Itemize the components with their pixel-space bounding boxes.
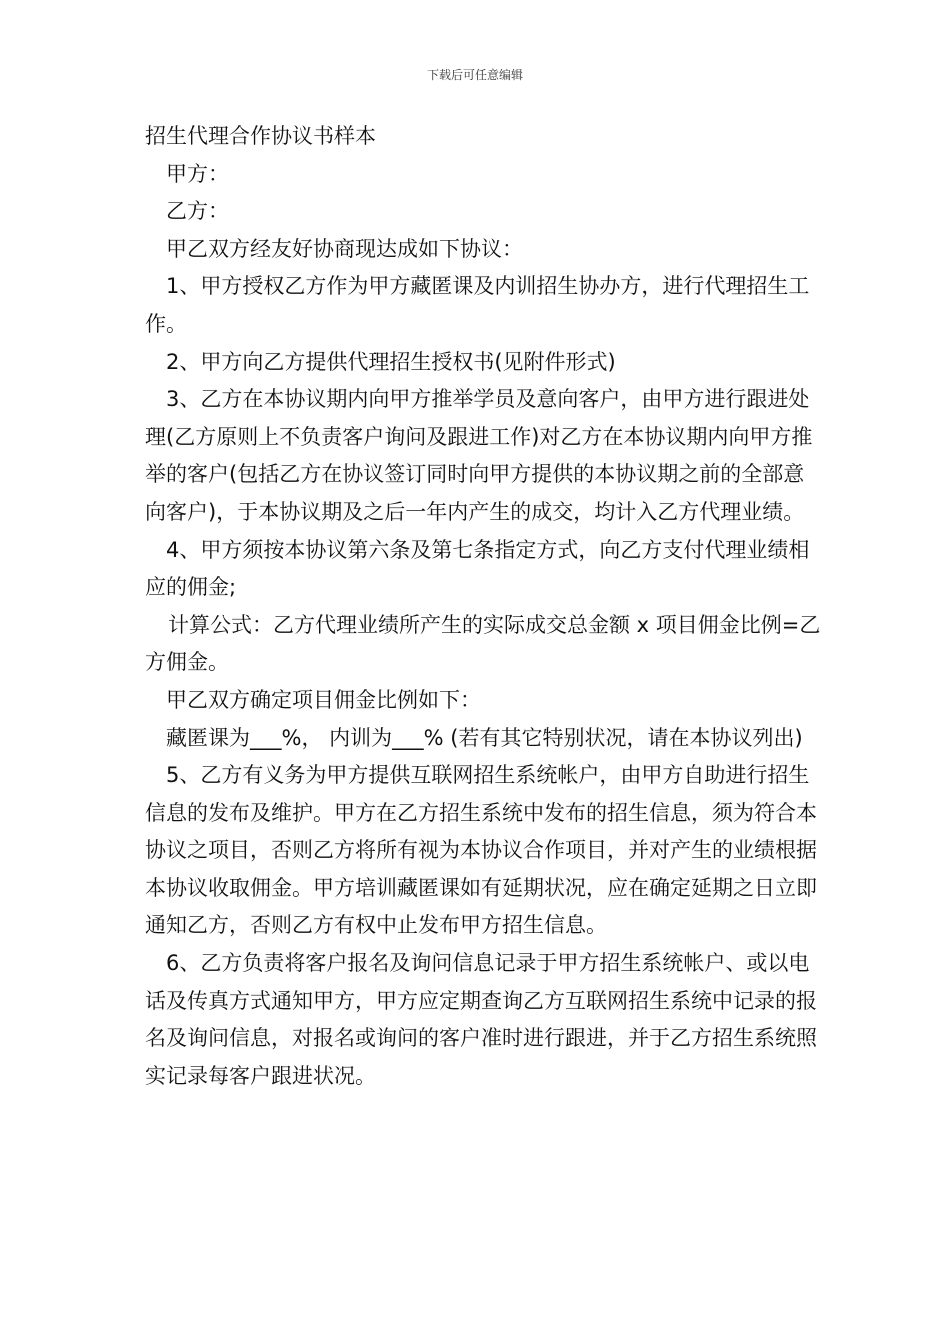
clause-2: 2、甲方向乙方提供代理招生授权书(见附件形式)	[166, 349, 616, 374]
commission-formula: 计算公式：乙方代理业绩所产生的实际成交总金额 x 项目佣金比例=乙方佣金。	[145, 612, 821, 675]
page-header: 下载后可任意编辑	[426, 68, 523, 82]
clause-4: 4、甲方须按本协议第六条及第七条指定方式，向乙方支付代理业绩相应的佣金;	[145, 537, 810, 600]
clause-1: 1、甲方授权乙方作为甲方藏匿课及内训招生协办方，进行代理招生工作。	[145, 274, 810, 336]
clause-6: 6、乙方负责将客户报名及询问信息记录于甲方招生系统帐户、或以电话及传真方式通知甲方，甲方应定期查询乙方互联网招生系统中记录的报名及询问信息，对报名或询问的客户准时进行跟进，并于乙方招生系统照实记录每客户跟进状况。	[145, 951, 817, 1088]
document-title: 招生代理合作协议书样本	[145, 124, 376, 148]
clause-3: 3、乙方在本协议期内向甲方推举学员及意向客户，由甲方进行跟进处理(乙方原则上不负责客户询问及跟进工作)对乙方在本协议期内向甲方推举的客户(包括乙方在协议签订同时向甲方提供的本协议期之前的全部意向客户)，于本协议期及之后一年内产生的成交，均计入乙方代理业绩。	[145, 387, 813, 524]
commission-ratio-line: 藏匿课为___%， 内训为___% (若有其它特别状况，请在本协议列出)	[166, 725, 803, 750]
party-b-line: 乙方：	[166, 199, 229, 224]
party-a-line: 甲方：	[166, 161, 229, 186]
commission-ratio-intro: 甲乙双方确定项目佣金比例如下：	[166, 687, 481, 712]
clause-5: 5、乙方有义务为甲方提供互联网招生系统帐户，由甲方自助进行招生信息的发布及维护。甲方在乙方招生系统中发布的招生信息，须为符合本协议之项目，否则乙方将所有视为本协议合作项目，并对产生的业绩根据本协议收取佣金。甲方培训藏匿课如有延期状况，应在确定延期之日立即通知乙方，否则乙方有权中止发布甲方招生信息。	[145, 763, 817, 938]
document-body	[145, 118, 825, 1095]
agreement-intro: 甲乙双方经友好协商现达成如下协议：	[166, 236, 523, 261]
